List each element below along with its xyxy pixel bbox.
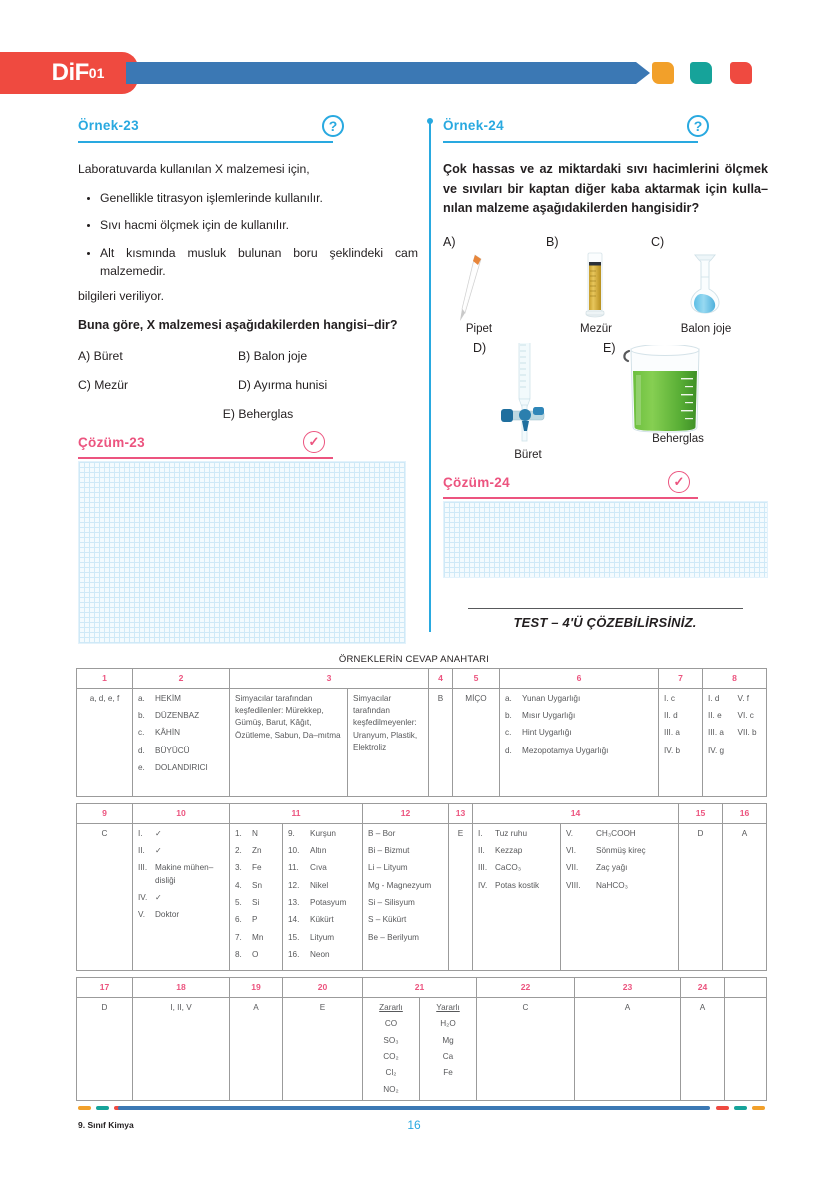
cell-22: C: [477, 998, 575, 1101]
cozum-24-title: Çözüm-24: [443, 474, 510, 490]
val: DÜZENBAZ: [155, 711, 200, 721]
cell-3b: Simyacılar tarafından keşfedilmeyenler: Uranyum, Plastik, Elektroliz: [348, 688, 429, 796]
choice-e-label: Beherglas: [652, 432, 704, 445]
val: NO₂: [383, 1084, 399, 1094]
key: 6.: [235, 915, 242, 925]
col-head-3: 3: [230, 669, 429, 689]
col-subhead: Zararlı: [379, 1003, 403, 1013]
table-row: [77, 688, 767, 796]
val: H₂O: [440, 1019, 456, 1029]
header-blue-bar: [126, 62, 636, 84]
cell-11b: [283, 823, 363, 970]
footer-dash-teal-right: [734, 1106, 747, 1110]
val: Makine mühen–disliği: [155, 863, 214, 885]
table-header-row: [77, 803, 767, 823]
val: ✓: [155, 892, 162, 902]
left-column: [78, 118, 418, 644]
val: Ca: [442, 1051, 454, 1061]
cell-11a: [230, 823, 283, 970]
cozum-24-rule: [443, 497, 698, 499]
answer-key-block-2: [76, 803, 767, 971]
key: III.: [478, 863, 488, 873]
cozum-23-title: Çözüm-23: [78, 434, 145, 450]
col-head-20: 20: [283, 978, 363, 998]
val: III. a: [708, 728, 724, 738]
beaker-icon: [603, 345, 753, 433]
val: Mısır Uygarlığı: [522, 711, 576, 721]
list-item: • Genellikle titrasyon işlemlerinde kullanılır.: [100, 189, 418, 207]
choice-e-letter: E): [603, 340, 616, 355]
key: II.: [138, 846, 145, 856]
val: II. e: [708, 711, 722, 721]
val: Si: [252, 897, 260, 907]
val: VII. b: [737, 728, 757, 738]
option-row: [78, 378, 418, 392]
ornek-23-header: [78, 118, 418, 146]
cell-14b: [561, 823, 679, 970]
cell-24: A: [681, 998, 725, 1101]
check-mark-icon: ✓: [668, 471, 690, 493]
val: O: [252, 949, 259, 959]
key: 10.: [288, 846, 300, 856]
col-head-10: 10: [133, 803, 230, 823]
val: Fe: [443, 1068, 453, 1078]
ornek-23-title: Örnek-23: [78, 118, 139, 133]
list-item: • Sıvı hacmi ölçmek için de kullanılır.: [100, 216, 418, 234]
choice-d-letter: D): [473, 340, 487, 355]
val: S – Kükürt: [368, 915, 407, 925]
cell-6: [500, 688, 659, 796]
col-head-12: 12: [363, 803, 449, 823]
footer-dash-orange-right: [752, 1106, 765, 1110]
val: Nikel: [310, 880, 329, 890]
val: Mg: [442, 1035, 454, 1045]
val: B – Bor: [368, 828, 396, 838]
val: VI. c: [737, 711, 754, 721]
val: CaCO₃: [495, 863, 522, 873]
col-head-11: 11: [230, 803, 363, 823]
key: IV.: [138, 892, 148, 902]
val: Mg - Magnezyum: [368, 880, 432, 890]
col-head-13: 13: [449, 803, 473, 823]
cell-21b: [420, 998, 477, 1101]
burette-icon: [473, 340, 583, 453]
val: Potas kostik: [495, 880, 540, 890]
col-head-6: 6: [500, 669, 659, 689]
key: b.: [138, 711, 145, 721]
key: 9.: [288, 828, 295, 838]
question-mark-icon: ?: [322, 115, 344, 137]
val: IV. g: [708, 745, 725, 755]
test-note-text: TEST – 4'Ü ÇÖZEBİLİRSİNİZ.: [513, 615, 697, 630]
option-e[interactable]: E) Beherglas: [222, 406, 294, 421]
col-head-16: 16: [723, 803, 767, 823]
val: DOLANDIRICI: [155, 763, 208, 773]
choice-b[interactable]: [546, 233, 646, 335]
val: Hint Uygarlığı: [522, 728, 572, 738]
val: II. d: [664, 711, 678, 721]
cell-17: D: [77, 998, 133, 1101]
col-head-21: 21: [363, 978, 477, 998]
ornek-23-stem: Laboratuvarda kullanılan X malzemesi için,: [78, 162, 310, 176]
val: CH₃COOH: [596, 828, 636, 838]
header-chip-teal: [690, 62, 712, 84]
col-head-1: 1: [77, 669, 133, 689]
choice-a-letter: A): [443, 234, 456, 249]
key: c.: [138, 728, 145, 738]
col-head-22: 22: [477, 978, 575, 998]
choice-c-letter: C): [651, 234, 665, 249]
key: 8.: [235, 949, 242, 959]
footer-blue-rule: [118, 1106, 710, 1110]
val: I. d: [708, 693, 720, 703]
ornek-23-tail: bilgileri veriliyor.: [78, 289, 165, 304]
val: ✓: [155, 846, 162, 856]
right-column: [443, 118, 768, 578]
val: Kükürt: [310, 915, 334, 925]
ornek-24-rule: [443, 141, 698, 143]
ornek-23-question: Buna göre, X malzemesi aşağıdakilerden hangisi–dir?: [78, 318, 398, 333]
val: Zaç yağı: [596, 863, 628, 873]
cell-10: [133, 823, 230, 970]
val: Cıva: [310, 863, 327, 873]
val: Fe: [252, 863, 262, 873]
val: Tuz ruhu: [495, 828, 528, 838]
key: b.: [505, 711, 512, 721]
val: SO₃: [383, 1035, 399, 1045]
footer-course-label: 9. Sınıf Kimya: [78, 1120, 134, 1130]
answer-key-block-1: [76, 668, 767, 797]
cell-8: [703, 688, 767, 796]
col-head-17: 17: [77, 978, 133, 998]
cell-13: E: [449, 823, 473, 970]
table-row: [77, 823, 767, 970]
col-subhead: Yararlı: [436, 1003, 460, 1013]
cell-19: A: [230, 998, 283, 1101]
val: BÜYÜCÜ: [155, 745, 190, 755]
footer-dash-red-right: [716, 1106, 729, 1110]
footer-dash-orange-left: [78, 1106, 91, 1110]
choice-d-label: Büret: [514, 448, 542, 461]
col-head-18: 18: [133, 978, 230, 998]
choice-b-letter: B): [546, 234, 559, 249]
val: Bi – Bizmut: [368, 846, 410, 856]
key: 16.: [288, 949, 300, 959]
ornek-24-question: Çok hassas ve az miktardaki sıvı hacimlerini ölçmek ve sıvıları bir kaptan diğer kaba aktarmak için kulla–nılan malzeme aşağıdakilerden hangisidir?: [443, 162, 768, 216]
cell-12: [363, 823, 449, 970]
ornek-23-bullet-list: [78, 189, 418, 280]
choice-b-label: Mezür: [580, 322, 612, 335]
key: 11.: [288, 863, 299, 873]
key: V.: [566, 828, 573, 838]
cell-1: a, d, e, f: [77, 688, 133, 796]
col-head-23: 23: [575, 978, 681, 998]
val: P: [252, 915, 258, 925]
choice-e[interactable]: [603, 339, 753, 445]
key: 5.: [235, 897, 242, 907]
key: d.: [505, 745, 512, 755]
cell-blank: [725, 998, 767, 1101]
check-mark-icon: ✓: [303, 431, 325, 453]
val: Li – Lityum: [368, 863, 408, 873]
key: 7.: [235, 932, 242, 942]
key: VII.: [566, 863, 579, 873]
val: III. a: [664, 728, 680, 738]
val: CO₂: [383, 1051, 399, 1061]
key: 13.: [288, 897, 300, 907]
brand-logo-tab: [18, 52, 138, 94]
col-head-blank: [725, 978, 767, 998]
col-head-14: 14: [473, 803, 679, 823]
choice-a-label: Pipet: [465, 322, 493, 335]
option-row: [78, 349, 418, 363]
val: Kurşun: [310, 828, 336, 838]
key: V.: [138, 910, 145, 920]
answer-key-title: ÖRNEKLERİN CEVAP ANAHTARI: [338, 654, 490, 665]
val: Sönmüş kireç: [596, 846, 646, 856]
val: Potasyum: [310, 897, 347, 907]
cell-3a: Simyacılar tarafından keşfedilenler: Mürekkep, Gümüş, Barut, Kâğıt, Özütleme, Sabun, Da–mıtma: [230, 688, 348, 796]
val: Kezzap: [495, 846, 523, 856]
val: Altın: [310, 846, 327, 856]
val: HEKİM: [155, 693, 181, 703]
footer-dash-teal-left: [96, 1106, 109, 1110]
list-item: • Alt kısmında musluk bulunan boru şeklindeki cam malzemedir.: [100, 244, 418, 281]
val: NaHCO₃: [596, 880, 628, 890]
option-c[interactable]: C) Mezür: [78, 377, 129, 392]
key: VI.: [566, 846, 577, 856]
key: d.: [138, 745, 145, 755]
cell-21a: [363, 998, 420, 1101]
logo-tab-left-edge: [0, 52, 20, 94]
val: KÂHİN: [155, 728, 181, 738]
key: 15.: [288, 932, 300, 942]
cell-15: D: [679, 823, 723, 970]
cell-23: A: [575, 998, 681, 1101]
option-b[interactable]: B) Balon joje: [238, 348, 308, 363]
brand-logo-number: 01: [88, 65, 105, 81]
cozum-23-answer-grid[interactable]: [78, 461, 406, 644]
cell-9: C: [77, 823, 133, 970]
val: CO: [384, 1019, 398, 1029]
brand-logo-text: DiF: [51, 59, 89, 86]
cozum-24-answer-grid[interactable]: [443, 501, 768, 578]
cell-20: E: [283, 998, 363, 1101]
choice-a[interactable]: [443, 233, 543, 335]
key: II.: [478, 846, 485, 856]
val: I. c: [664, 693, 675, 703]
choice-c[interactable]: [651, 233, 761, 335]
key: a.: [138, 693, 145, 703]
val: N: [252, 828, 258, 838]
question-mark-icon: ?: [687, 115, 709, 137]
key: c.: [505, 728, 512, 738]
cell-16: A: [723, 823, 767, 970]
cell-7: [659, 688, 703, 796]
col-head-8: 8: [703, 669, 767, 689]
cozum-24-header: [443, 475, 768, 501]
col-head-7: 7: [659, 669, 703, 689]
val: IV. b: [664, 745, 681, 755]
choice-c-label: Balon joje: [680, 322, 732, 335]
graduated-cylinder-icon: [546, 251, 646, 323]
key: 14.: [288, 915, 300, 925]
key: 3.: [235, 863, 242, 873]
val: Be – Berilyum: [368, 932, 419, 942]
key: VIII.: [566, 880, 581, 890]
col-head-2: 2: [133, 669, 230, 689]
cell-4: B: [429, 688, 453, 796]
cozum-23-header: [78, 435, 418, 461]
col-head-9: 9: [77, 803, 133, 823]
option-d[interactable]: D) Ayırma hunisi: [238, 377, 328, 392]
cell-5: MİÇO: [453, 688, 500, 796]
option-a[interactable]: A) Büret: [78, 348, 123, 363]
col-head-19: 19: [230, 978, 283, 998]
val: Mn: [252, 932, 264, 942]
key: I.: [478, 828, 483, 838]
table-header-row: [77, 669, 767, 689]
cell-2: [133, 688, 230, 796]
key: 4.: [235, 880, 242, 890]
val: Zn: [252, 846, 262, 856]
val: Si – Silisyum: [368, 897, 415, 907]
col-head-5: 5: [453, 669, 500, 689]
pipette-icon: [443, 251, 543, 323]
table-header-row: [77, 978, 767, 998]
cell-18: I, II, V: [133, 998, 230, 1101]
test-note-rule: [468, 608, 743, 609]
answer-key-block-3: [76, 977, 767, 1101]
page-footer: [0, 1098, 828, 1158]
key: 12.: [288, 880, 300, 890]
key: a.: [505, 693, 512, 703]
val: Doktor: [155, 910, 180, 920]
ornek-24-title: Örnek-24: [443, 118, 504, 133]
choice-d[interactable]: [473, 339, 583, 461]
column-divider: [429, 122, 431, 632]
col-head-4: 4: [429, 669, 453, 689]
ornek-23-rule: [78, 141, 333, 143]
key: I.: [138, 828, 143, 838]
key: IV.: [478, 880, 488, 890]
header-chip-orange: [652, 62, 674, 84]
page-number: 16: [407, 1118, 421, 1132]
col-head-15: 15: [679, 803, 723, 823]
volumetric-flask-icon: [651, 251, 761, 323]
val: Lityum: [310, 932, 335, 942]
cozum-23-rule: [78, 457, 333, 459]
col-head-24: 24: [681, 978, 725, 998]
val: Yunan Uygarlığı: [522, 693, 581, 703]
val: Mezopotamya Uygarlığı: [522, 745, 609, 755]
val: Cl₂: [385, 1068, 397, 1078]
table-row: [77, 998, 767, 1101]
key: 2.: [235, 846, 242, 856]
ornek-24-header: [443, 118, 768, 146]
val: Neon: [310, 949, 330, 959]
ornek-23-options: [78, 349, 418, 421]
answer-key-tables: [76, 668, 766, 1101]
val: ✓: [155, 828, 162, 838]
val: Sn: [252, 880, 263, 890]
page-header: [0, 52, 828, 94]
header-chip-red: [730, 62, 752, 84]
key: 1.: [235, 828, 242, 838]
test-note: [455, 608, 755, 630]
key: e.: [138, 763, 145, 773]
ornek-24-choice-grid: [443, 233, 768, 473]
val: V. f: [737, 693, 750, 703]
key: III.: [138, 863, 148, 873]
cell-14a: [473, 823, 561, 970]
